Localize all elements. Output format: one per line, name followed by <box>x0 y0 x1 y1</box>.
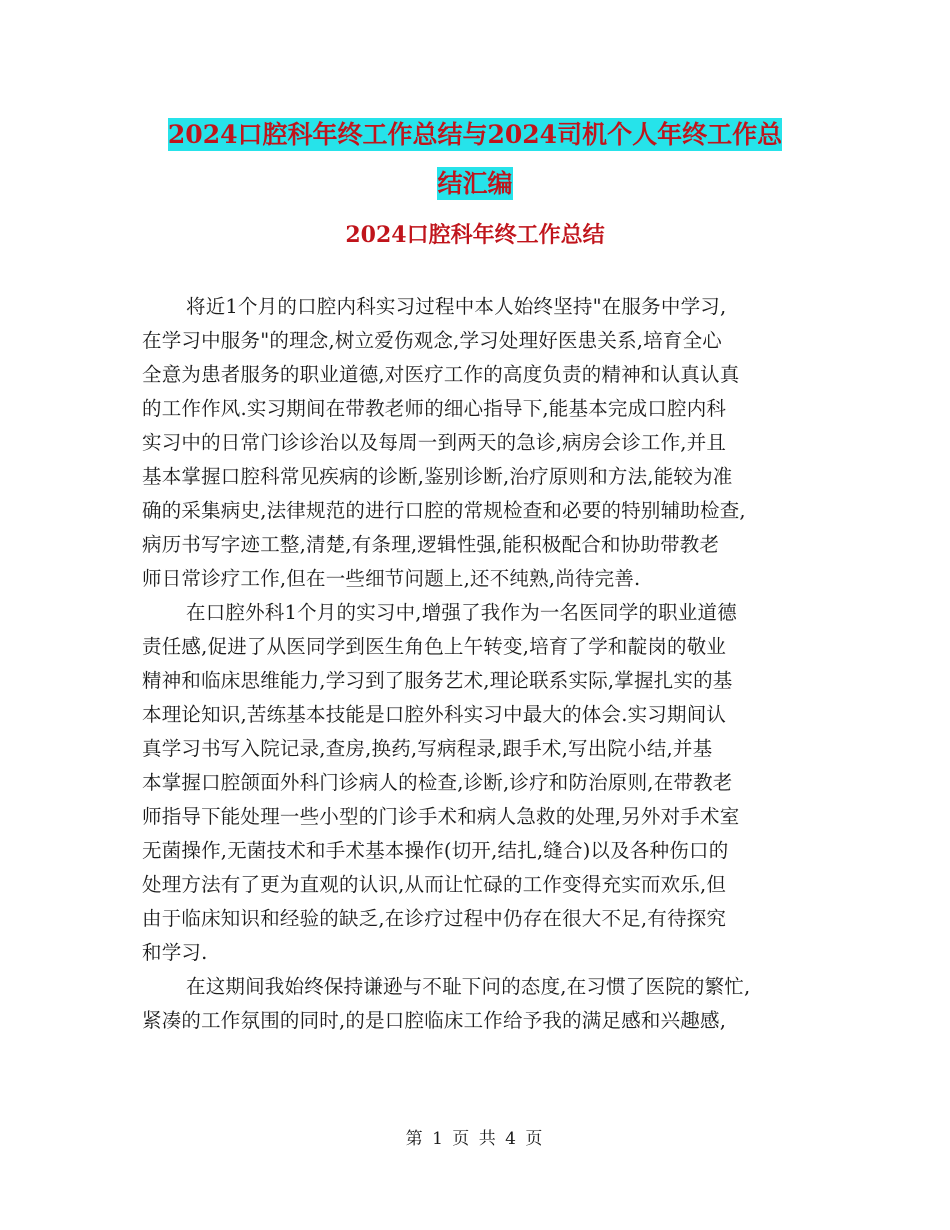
paragraph-line: 实习中的日常门诊诊治以及每周一到两天的急诊,病房会诊工作,并且 <box>142 431 727 454</box>
paragraph-line: 在学习中服务"的理念,树立爱伤观念,学习处理好医患关系,培育全心 <box>142 329 722 352</box>
paragraph-line: 处理方法有了更为直观的认识,从而让忙碌的工作变得充实而欢乐,但 <box>142 873 727 896</box>
paragraph-line: 在这期间我始终保持谦逊与不耻下问的态度,在习惯了医院的繁忙, <box>186 975 751 998</box>
document-title <box>120 110 830 208</box>
section-title: 2024口腔科年终工作总结 <box>345 222 605 248</box>
paragraph-line: 基本掌握口腔科常见疾病的诊断,鉴别诊断,治疗原则和方法,能较为准 <box>142 465 733 488</box>
paragraph-line: 无菌操作,无菌技术和手术基本操作(切开,结扎,缝合)以及各种伤口的 <box>142 839 729 862</box>
document-title-line-2: 结汇编 <box>437 169 513 198</box>
paragraph-line: 紧凑的工作氛围的同时,的是口腔临床工作给予我的满足感和兴趣感, <box>142 1009 727 1032</box>
paragraph-line: 师日常诊疗工作,但在一些细节问题上,还不纯熟,尚待完善. <box>142 567 641 590</box>
paragraph-line: 将近1个月的口腔内科实习过程中本人始终坚持"在服务中学习, <box>186 295 727 318</box>
paragraph-line: 病历书写字迹工整,清楚,有条理,逻辑性强,能积极配合和协助带教老 <box>142 533 720 556</box>
paragraph-line: 全意为患者服务的职业道德,对医疗工作的高度负责的精神和认真认真 <box>142 363 740 386</box>
paragraph-line: 和学习. <box>142 941 208 964</box>
paragraph-line: 的工作作风.实习期间在带教老师的细心指导下,能基本完成口腔内科 <box>142 397 727 420</box>
document-body <box>142 290 808 1038</box>
paragraph-line: 本掌握口腔颌面外科门诊病人的检查,诊断,诊疗和防治原则,在带教老 <box>142 771 733 794</box>
paragraph-line: 在口腔外科1个月的实习中,增强了我作为一名医同学的职业道德 <box>186 601 737 624</box>
paragraph-line: 精神和临床思维能力,学习到了服务艺术,理论联系实际,掌握扎实的基 <box>142 669 733 692</box>
document-title-line-1: 2024口腔科年终工作总结与2024司机个人年终工作总 <box>167 120 783 149</box>
paragraph-line: 真学习书写入院记录,查房,换药,写病程录,跟手术,写出院小结,并基 <box>142 737 713 760</box>
paragraph-line: 责任感,促进了从医同学到医生角色上午转变,培育了学和靛岗的敬业 <box>142 635 727 658</box>
paragraph-line: 由于临床知识和经验的缺乏,在诊疗过程中仍存在很大不足,有待探究 <box>142 907 727 930</box>
paragraph-line: 师指导下能处理一些小型的门诊手术和病人急救的处理,另外对手术室 <box>142 805 740 828</box>
page-footer: 第 1 页 共 4 页 <box>405 1129 545 1149</box>
paragraph-line: 确的采集病史,法律规范的进行口腔的常规检查和必要的特别辅助检查, <box>142 499 746 522</box>
paragraph-line: 本理论知识,苦练基本技能是口腔外科实习中最大的体会.实习期间认 <box>142 703 727 726</box>
